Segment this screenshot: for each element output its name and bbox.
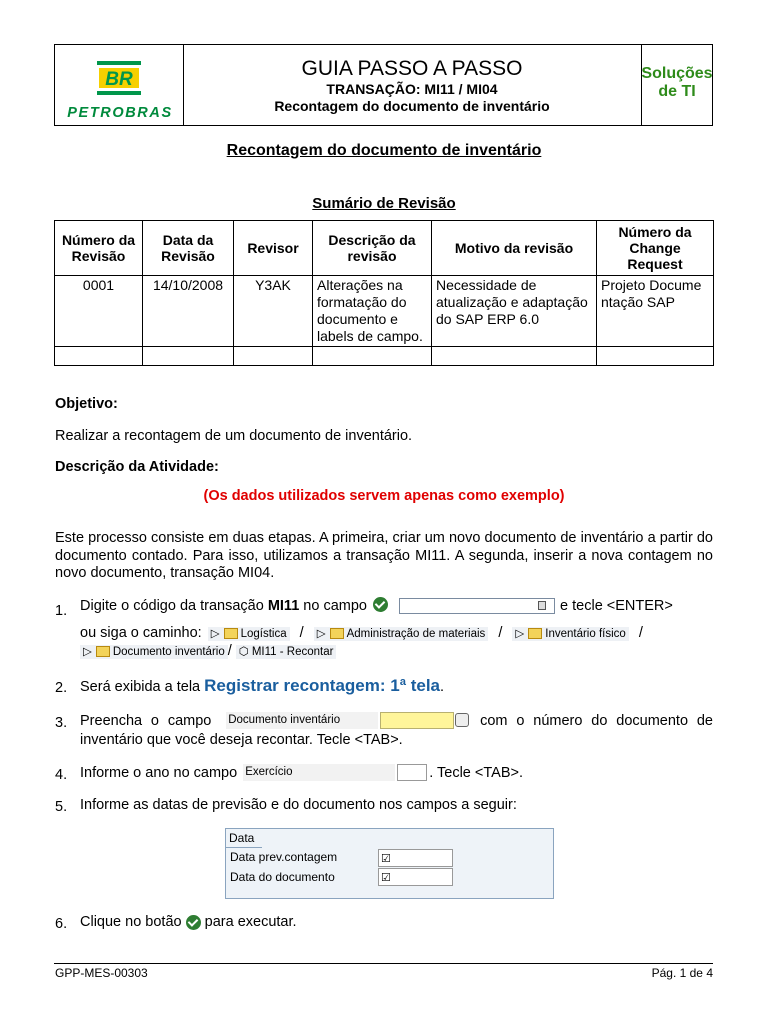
required-check-icon: ☑	[381, 872, 391, 884]
folder-icon	[224, 628, 238, 639]
command-input[interactable]	[399, 598, 555, 614]
ti-label: de TI	[658, 83, 696, 100]
document-code: GPP-MES-00303	[55, 966, 148, 980]
field-label: Exercício	[243, 764, 395, 781]
column-header: Revisor	[234, 221, 313, 276]
table-cell: Projeto Documentação SAP	[597, 276, 714, 347]
column-header: Número da Change Request	[597, 221, 714, 276]
data-group-box	[225, 828, 554, 899]
transaction-cube-icon: ⬡	[238, 646, 249, 658]
step-number: 2.	[55, 680, 68, 696]
documento-inventario-input[interactable]	[380, 712, 454, 729]
table-row	[55, 276, 714, 347]
enter-check-icon	[373, 597, 388, 612]
folder-icon	[96, 646, 110, 657]
header-subtitle: Recontagem do documento de inventário	[274, 98, 550, 114]
data-prev-contagem-input[interactable]	[378, 849, 453, 867]
step-number: 6.	[55, 916, 68, 932]
folder-icon	[330, 628, 344, 639]
solutions-label: Soluções	[641, 65, 713, 82]
path-item-logistica[interactable]: ▷ Logística	[208, 627, 290, 641]
svg-text:BR: BR	[105, 69, 133, 90]
step-6: Clique no botão para executar.	[80, 914, 297, 930]
column-header: Número da Revisão	[55, 221, 143, 276]
field-label: Data prev.contagem	[230, 850, 338, 864]
execute-check-icon[interactable]	[186, 915, 201, 930]
table-cell: Alterações na formatação do documento e labels de campo.	[313, 276, 432, 347]
activity-label: Descrição da Atividade:	[55, 459, 219, 475]
intro-paragraph: Este processo consiste em duas etapas. A primeira, criar um novo documento de inventário a partir do documento contado. Para isso, utilizamos a transação MI11. A segunda, inserir a nova contagem no novo documento, transação MI04.	[55, 530, 713, 581]
footer-divider	[54, 963, 713, 964]
step-number: 1.	[55, 603, 68, 619]
page-number: Pág. 1 de 4	[651, 966, 713, 980]
guide-title: GUIA PASSO A PASSO	[301, 57, 523, 80]
objective-label: Objetivo:	[55, 396, 118, 412]
path-item-mi11-recontar[interactable]: ⬡ MI11 - Recontar	[236, 645, 337, 659]
br-logo-icon	[97, 55, 141, 99]
example-note: (Os dados utilizados servem apenas como exemplo)	[203, 488, 565, 504]
revision-table	[54, 220, 714, 366]
search-help-icon[interactable]	[455, 713, 469, 727]
step-4: Informe o ano no campo Exercício . Tecle <TAB>.	[80, 765, 523, 781]
step-number: 5.	[55, 799, 68, 815]
transaction-code: MI11	[267, 597, 300, 614]
table-header-row	[55, 221, 714, 276]
objective-text: Realizar a recontagem de um documento de inventário.	[55, 428, 413, 444]
menu-path-line-1: ou siga o caminho: ▷ Logística / ▷ Administração de materiais / ▷ Inventário físico /	[80, 625, 643, 641]
step-2: Será exibida a tela Registrar recontagem: 1ª tela.	[80, 676, 445, 695]
step-1: Digite o código da transação MI11 no campo e tecle <ENTER>	[80, 596, 713, 616]
petrobras-logo	[55, 45, 184, 125]
screen-name: Registrar recontagem: 1ª tela	[204, 676, 441, 695]
exercicio-input[interactable]	[397, 764, 427, 781]
table-cell: Necessidade de atualização e adaptação do SAP ERP 6.0	[432, 276, 597, 347]
command-field[interactable]	[371, 596, 556, 616]
summary-title: Sumário de Revisão	[312, 195, 456, 212]
header-center	[183, 45, 642, 125]
path-item-documento-inventario[interactable]: ▷ Documento inventário	[80, 645, 228, 659]
header-box	[54, 44, 713, 126]
step-3: Preencha o campo Documento inventário com o número do documento de inventário que você deseja recontar. Tecle <TAB>.	[80, 713, 713, 748]
dropdown-icon[interactable]	[538, 601, 546, 610]
step-number: 4.	[55, 767, 68, 783]
table-cell: 0001	[55, 276, 143, 347]
table-cell: 14/10/2008	[143, 276, 234, 347]
data-documento-input[interactable]	[378, 868, 453, 886]
logo-wordmark: PETROBRAS	[67, 105, 173, 121]
field-label: Data do documento	[230, 870, 335, 884]
group-title: Data	[226, 829, 262, 848]
exercicio-field	[241, 764, 429, 782]
table-row-empty	[55, 347, 714, 366]
column-header: Motivo da revisão	[432, 221, 597, 276]
column-header: Descrição da revisão	[313, 221, 432, 276]
folder-icon	[528, 628, 542, 639]
required-check-icon: ☑	[381, 853, 391, 865]
document-title: Recontagem do documento de inventário	[226, 142, 542, 159]
field-label: Documento inventário	[226, 712, 378, 729]
header-right	[641, 45, 713, 125]
path-item-inventario-fisico[interactable]: ▷ Inventário físico	[512, 627, 628, 641]
path-item-admin-materiais[interactable]: ▷ Administração de materiais	[314, 627, 489, 641]
step-number: 3.	[55, 715, 68, 731]
menu-path-line-2: ▷ Documento inventário / ⬡ MI11 - Recontar	[80, 642, 713, 662]
table-cell: Y3AK	[234, 276, 313, 347]
step-5: Informe as datas de previsão e do documento nos campos a seguir:	[80, 797, 517, 813]
column-header: Data da Revisão	[143, 221, 234, 276]
transaction-label: TRANSAÇÃO: MI11 / MI04	[326, 81, 498, 97]
documento-inventario-field	[226, 712, 471, 730]
